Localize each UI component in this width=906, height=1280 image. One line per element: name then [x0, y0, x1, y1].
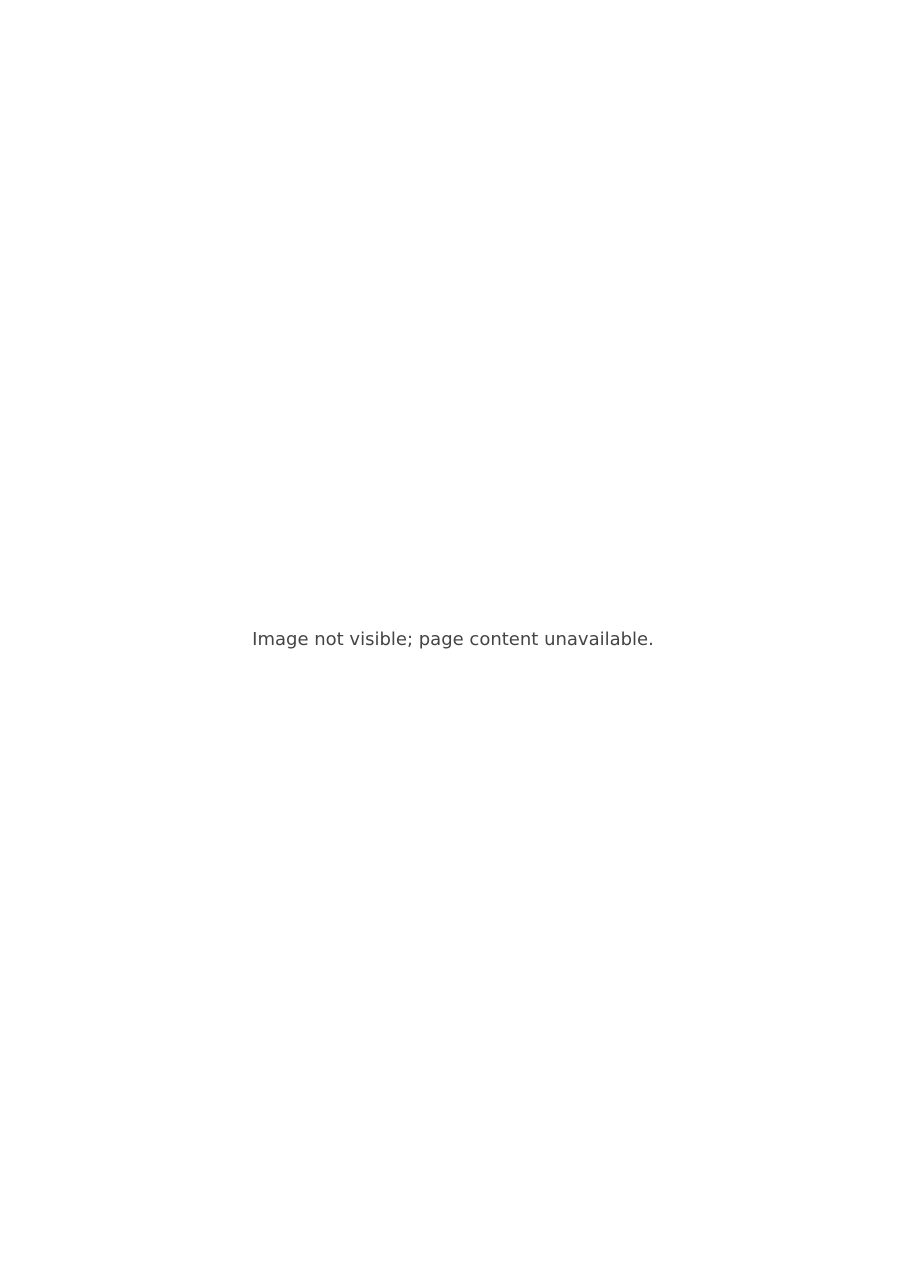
unavailable-notice: Image not visible; page content unavailable. — [252, 628, 654, 650]
